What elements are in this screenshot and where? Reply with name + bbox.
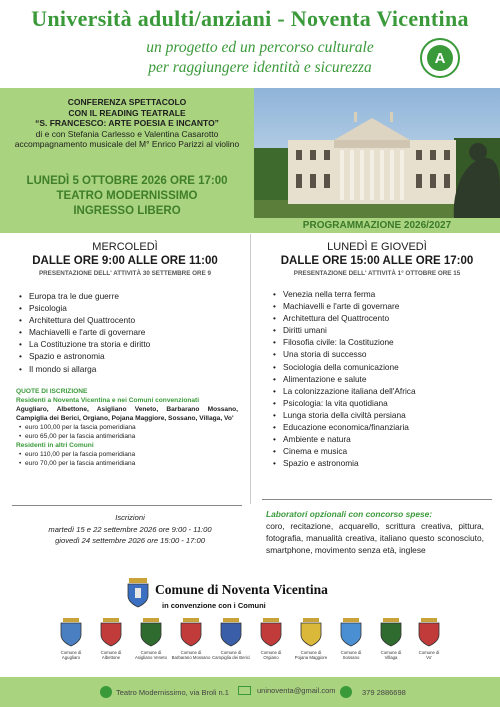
left-hours: DALLE ORE 9:00 ALLE ORE 11:00 bbox=[32, 255, 218, 267]
list-item: • Diritti umani bbox=[272, 324, 492, 336]
conference-info bbox=[0, 97, 254, 150]
right-presentation: PRESENTAZIONE DELL' ATTIVITÀ 1° OTTOBRE ORE 15 bbox=[293, 270, 461, 277]
labs-section bbox=[266, 508, 484, 556]
list-item: • Machiavelli e l'arte di governare bbox=[272, 300, 492, 312]
footer-phone[interactable] bbox=[340, 686, 406, 698]
crest-label-2: Albettone bbox=[101, 655, 121, 660]
university-logo bbox=[420, 38, 460, 78]
list-item: • La Costituzione tra storia e diritto bbox=[18, 338, 243, 350]
crest-label-1: Comune di bbox=[418, 650, 440, 655]
crest-label-2: Vo' bbox=[426, 655, 432, 660]
list-item: • Alimentazione e salute bbox=[272, 373, 492, 385]
fees-group1-towns: Agugliaro, Albettone, Asigliano Veneto, Barbarano Mossano, Campiglia dei Berici, Orgiano, Pojana Maggiore, Sossano, Villaga, Vo' bbox=[16, 406, 238, 422]
crest-label-2: Campiglia dei Berici bbox=[212, 655, 250, 660]
noventa-crest-icon bbox=[126, 578, 150, 608]
list-item: • Machiavelli e l'arte di governare bbox=[18, 326, 243, 338]
conference-line-2: CON IL READING TEATRALE bbox=[68, 107, 186, 118]
list-item: • Spazio e astronomia bbox=[18, 350, 243, 362]
registration-title: Iscrizioni bbox=[115, 513, 145, 522]
crest-label-2: Sossano bbox=[342, 655, 360, 660]
crest-asigliano-veneto bbox=[130, 618, 172, 660]
subtitle-line-2: per raggiungere identità e sicurezza bbox=[148, 59, 372, 76]
list-item: • Venezia nella terra ferma bbox=[272, 288, 492, 300]
list-item: • Educazione economica/finanziaria bbox=[272, 421, 492, 433]
crest-icon bbox=[140, 618, 162, 648]
footer-address bbox=[100, 686, 229, 698]
event-date: LUNEDÌ 5 OTTOBRE 2026 ORE 17:00 bbox=[26, 175, 228, 187]
partner-crests bbox=[50, 618, 450, 672]
crest-icon bbox=[418, 618, 440, 648]
fees-group2-fee-2: • euro 70,00 per la fascia antimeridiana bbox=[16, 459, 238, 468]
event-venue: TEATRO MODERNISSIMO bbox=[56, 190, 198, 202]
conference-line-4: di e con Stefania Carlesso e Valentina Casarotto bbox=[35, 128, 219, 139]
crest-icon bbox=[60, 618, 82, 648]
left-course-list bbox=[18, 290, 243, 375]
crest-label-2: Agugliaro bbox=[61, 655, 81, 660]
event-entry: INGRESSO LIBERO bbox=[73, 205, 181, 217]
crest-label-1: Comune di bbox=[300, 650, 322, 655]
crest-label-1: Comune di bbox=[100, 650, 122, 655]
list-item: • Una storia di successo bbox=[272, 348, 492, 360]
list-item: • Filosofia civile: la Costituzione bbox=[272, 336, 492, 348]
list-item: • Architettura del Quattrocento bbox=[272, 312, 492, 324]
list-item: • Lunga storia della civiltà persiana bbox=[272, 409, 492, 421]
villa-photo bbox=[254, 88, 500, 218]
labs-title: Laboratori opzionali con concorso spese: bbox=[266, 509, 433, 519]
list-item: • La colonizzazione italiana dell'Africa bbox=[272, 385, 492, 397]
registration-line-1: martedì 15 e 22 settembre 2026 ore 9:00 - 11:00 bbox=[48, 524, 212, 534]
crest-icon bbox=[260, 618, 282, 648]
registration-line-2: giovedì 24 settembre 2026 ore 15:00 - 17:00 bbox=[55, 536, 205, 545]
fees-group1-title: Residenti a Noventa Vicentina e nei Comuni convenzionati bbox=[16, 397, 200, 404]
fees-title: QUOTE DI ISCRIZIONE bbox=[16, 388, 88, 395]
crest-vo bbox=[408, 618, 450, 660]
subtitle-line-1: un progetto ed un percorso culturale bbox=[146, 39, 374, 56]
crest-icon bbox=[340, 618, 362, 648]
list-item: • Psicologia: la vita quotidiana bbox=[272, 397, 492, 409]
location-icon bbox=[100, 686, 112, 698]
list-item: • Architettura del Quattrocento bbox=[18, 314, 243, 326]
right-hours: DALLE ORE 15:00 ALLE ORE 17:00 bbox=[280, 255, 474, 267]
left-presentation: PRESENTAZIONE DELL' ATTIVITÀ 30 SETTEMBRE ORE 9 bbox=[38, 270, 212, 277]
conference-line-3: “S. FRANCESCO: ARTE POESIA E INCANTO” bbox=[35, 118, 219, 128]
crest-label-2: Asigliano Veneto bbox=[134, 655, 167, 660]
crest-icon bbox=[220, 618, 242, 648]
list-item: • Ambiente e natura bbox=[272, 433, 492, 445]
subtitle bbox=[110, 38, 410, 78]
page-title: Università adulti/anziani - Noventa Vicentina bbox=[31, 6, 469, 31]
crest-label-1: Comune di bbox=[220, 650, 242, 655]
left-column-header bbox=[0, 240, 250, 278]
phone-icon bbox=[340, 686, 352, 698]
crest-icon bbox=[180, 618, 202, 648]
crest-agugliaro bbox=[50, 618, 92, 660]
registration-section bbox=[20, 512, 240, 547]
crest-icon bbox=[100, 618, 122, 648]
crest-orgiano bbox=[250, 618, 292, 660]
crest-pojana-maggiore bbox=[290, 618, 332, 660]
right-course-list bbox=[272, 288, 492, 469]
crest-label-1: Comune di bbox=[180, 650, 202, 655]
conference-line-1: CONFERENZA SPETTACOLO bbox=[67, 97, 187, 107]
crest-sossano bbox=[330, 618, 372, 660]
divider-left bbox=[12, 505, 242, 506]
crest-icon bbox=[380, 618, 402, 648]
right-column-header bbox=[254, 240, 500, 278]
crest-label-2: Pojana Maggiore bbox=[294, 655, 328, 660]
column-divider bbox=[250, 234, 251, 504]
crest-icon bbox=[300, 618, 322, 648]
list-item: • Psicologia bbox=[18, 302, 243, 314]
footer-email[interactable] bbox=[238, 686, 336, 695]
fees-group2-fee-1: • euro 110,00 per la fascia pomeridiana bbox=[16, 450, 238, 459]
crest-label-2: Orgiano bbox=[263, 655, 279, 660]
crest-barbarano-mossano bbox=[170, 618, 212, 660]
list-item: • Europa tra le due guerre bbox=[18, 290, 243, 302]
municipality-convention: in convenzione con i Comuni bbox=[162, 601, 266, 610]
crest-label-1: Comune di bbox=[60, 650, 82, 655]
list-item: • Spazio e astronomia bbox=[272, 457, 492, 469]
logo-letter: A bbox=[427, 45, 453, 71]
footer-email-text[interactable]: uninoventa@gmail.com bbox=[257, 686, 336, 695]
list-item: • Il mondo si allarga bbox=[18, 363, 243, 375]
crest-label-1: Comune di bbox=[260, 650, 282, 655]
footer-address-text: Teatro Modernissimo, via Broli n.1 bbox=[116, 687, 229, 697]
fees-group2-title: Residenti in altri Comuni bbox=[16, 442, 94, 449]
right-day: LUNEDÌ E GIOVEDÌ bbox=[327, 241, 427, 253]
crest-villaga bbox=[370, 618, 412, 660]
programmazione-banner: PROGRAMMAZIONE 2026/2027 bbox=[254, 218, 500, 233]
mail-icon bbox=[238, 686, 251, 695]
left-day: MERCOLEDÌ bbox=[92, 241, 158, 253]
fees-group1-fee-1: • euro 100,00 per la fascia pomeridiana bbox=[16, 423, 238, 432]
list-item: • Cinema e musica bbox=[272, 445, 492, 457]
footer-phone-text[interactable]: 379 2886698 bbox=[362, 687, 406, 697]
crest-label-2: Villaga bbox=[384, 655, 398, 660]
crest-albettone bbox=[90, 618, 132, 660]
crest-label-1: Comune di bbox=[340, 650, 362, 655]
fees-group1-fee-2: • euro 65,00 per la fascia antimeridiana bbox=[16, 432, 238, 441]
list-item: • Sociologia della comunicazione bbox=[272, 361, 492, 373]
conference-line-5: accompagnamento musicale del M° Enrico Parizzi al violino bbox=[14, 139, 240, 149]
labs-text: coro, recitazione, acquarello, scrittura creativa, pittura, fotografia, manualità creativa, italiano questo sconosciuto, smartphone, movimento senza età, inglese bbox=[266, 521, 484, 555]
fees-section bbox=[16, 387, 238, 468]
event-details bbox=[0, 174, 254, 219]
municipality-name: Comune di Noventa Vicentina bbox=[155, 582, 328, 597]
crest-label-1: Comune di bbox=[380, 650, 402, 655]
divider-right bbox=[262, 499, 492, 500]
crest-campiglia-dei-berici bbox=[210, 618, 252, 660]
crest-label-2: Barbarano Mossano bbox=[171, 655, 211, 660]
crest-label-1: Comune di bbox=[140, 650, 162, 655]
